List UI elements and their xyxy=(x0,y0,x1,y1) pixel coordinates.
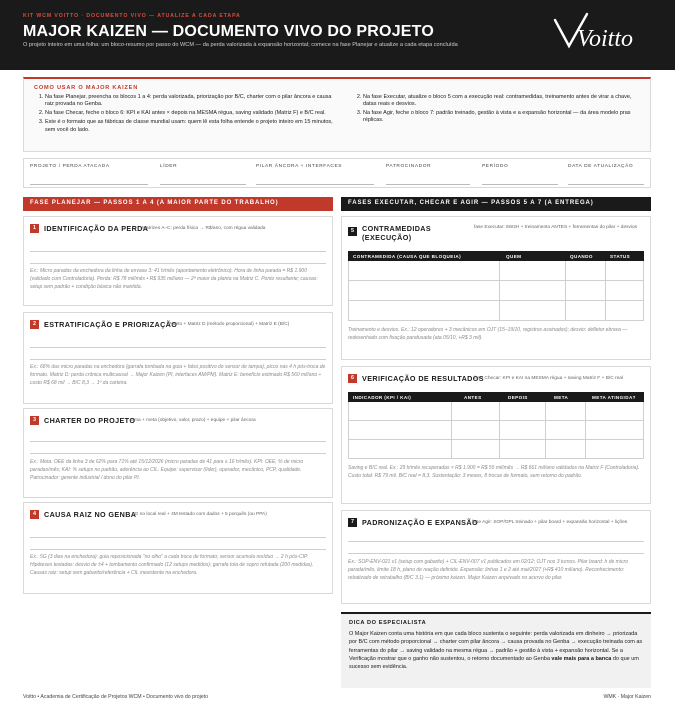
col-header: STATUS xyxy=(610,253,631,259)
write-line[interactable] xyxy=(30,359,326,360)
how-to-step-3: 2. Na fase Checar, feche o bloco 6: KPI e KAI antes × depois na MESMA régua, saving validado (Matriz F) e B/C real. xyxy=(45,110,334,117)
block-example: Ex.: Meta: OEE da linha 3 de 62% para 71% até 15/12/2026 (micro paradas de 41 para ≤ 16 h/mês). KPI: OEE, % de micro paradas/mês; KAI: % setups no padrão, aderência ao CIL. Equipe: supervisor (líder), operador, mecânico, PCP, qualidade. Patrocinador: gerente industrial / dono do pilar PI. xyxy=(30,459,304,481)
meta-field-project[interactable] xyxy=(30,184,148,185)
block-title: CONTRAMEDIDAS (EXECUÇÃO) xyxy=(362,224,432,243)
col-header: META ATINGIDA? xyxy=(592,394,636,400)
meta-label-project: PROJETO / PERDA ATACADA xyxy=(30,164,110,169)
footer-left: Voitto • Academia de Certificação de Projetos WCM • Documento vivo do projeto xyxy=(23,694,208,700)
page-subtitle: O projeto inteiro em uma folha: um bloco-resumo por passo do WCM — da perda valorizada à expansão horizontal; comece na fase Planejar e atualize a cada etapa concluída xyxy=(23,42,458,48)
meta-field-leader[interactable] xyxy=(160,184,246,185)
col-header: QUEM xyxy=(506,253,522,259)
block-subtitle: Matrizes A–C: perda física → R$/ano, com régua validada xyxy=(142,226,266,231)
block-title: PADRONIZAÇÃO E EXPANSÃO xyxy=(362,518,478,527)
block-results-verification xyxy=(341,366,651,504)
header-kicker: KIT WCM VOITTO · DOCUMENTO VIVO — ATUALIZE A CADA ETAPA xyxy=(23,13,241,19)
block-number: 6 xyxy=(348,374,357,383)
meta-label-update-date: DATA DE ATUALIZAÇÃO xyxy=(568,164,634,169)
meta-field-period[interactable] xyxy=(482,184,558,185)
block-example: Ex.: 5G (3 dias na enchedora): guia reposicionada "no olho" a cada troca de formato; sensor acumula resíduo → 2 h pós-CIP. Hipóteses testadas: desvio de ±4 + tombamento confirmado (12 setups medidos); garrafa tola de sopro refutada (200 medidas). Causas raiz: setup sem gabarito/referência + CIL inexistente na enchedora. xyxy=(30,554,314,576)
how-to-panel xyxy=(23,77,651,152)
how-to-list-right xyxy=(352,94,642,127)
block-title: CHARTER DO PROJETO xyxy=(44,416,136,425)
block-title: CAUSA RAIZ NO GENBA xyxy=(44,510,137,519)
col-header: META xyxy=(554,394,569,400)
page-title: MAJOR KAIZEN — DOCUMENTO VIVO DO PROJETO xyxy=(23,23,435,40)
expert-tip-title: DICA DO ESPECIALISTA xyxy=(349,620,427,626)
block-title: VERIFICAÇÃO DE RESULTADOS xyxy=(362,374,484,383)
countermeasures-table-body[interactable] xyxy=(348,261,644,321)
phase-plan-bar: FASE PLANEJAR — PASSOS 1 A 4 (A MAIOR PARTE DO TRABALHO) xyxy=(23,197,333,211)
block-subtitle: fase Checar: KPI e KAI na MESMA régua + saving Matriz F + B/C real xyxy=(474,376,624,381)
write-line[interactable] xyxy=(30,347,326,348)
meta-label-leader: LÍDER xyxy=(160,164,178,169)
project-meta-fields xyxy=(23,158,651,188)
block-example: Ex.: SOP-ENV-021 v1 (setup com gabarito) + CIL-ENV-007 v1 publicados em 02/12; OJT nos 3 turnos. Pilar board: h de micro parada/mês, limite 18 h, plano de reação definido. Expansão: linhas 1 e 2 até mai/2027 (+R$ 410 mil/ano). Reconhecimento: rebatizado de retrabalho (B/C 3,1) — próximo kaizen. Major Kaizen arquivado no acervo do pilar. xyxy=(348,559,628,581)
countermeasures-table-header xyxy=(348,251,644,261)
block-number: 3 xyxy=(30,416,39,425)
header xyxy=(0,0,675,70)
block-title: IDENTIFICAÇÃO DA PERDA xyxy=(44,224,149,233)
col-header: DEPOIS xyxy=(508,394,528,400)
meta-field-update-date[interactable] xyxy=(568,184,644,185)
write-line[interactable] xyxy=(30,453,326,454)
write-line[interactable] xyxy=(348,553,644,554)
meta-label-pillar: PILAR ÂNCORA + INTERFACES xyxy=(256,164,343,169)
how-to-step-2: 2. Na fase Executar, atualize o bloco 5 com a execução real: contramedidas, treinamento antes de virar a chave, datas reais e desvios. xyxy=(363,94,642,108)
meta-field-pillar[interactable] xyxy=(256,184,374,185)
block-example: Ex.: Micro paradas da enchedora da linha de envase 3: 41 h/mês (apontamento eletrônico). Hora de linha parada = R$ 1.900 (validado com Controladoria). Perda: R$ 78 mil/mês • R$ 935 mil/ano — 2ª maior da planta na Matriz C. Ponto resultante; causas: setup sem padrão + condição básica não mantida. xyxy=(30,268,318,290)
meta-field-sponsor[interactable] xyxy=(386,184,470,185)
block-example: Treinamento e desvios. Ex.: 12 operadores + 3 mecânicos em OJT (15–19/10, registros assinados); desvio: defletor ebrava — redesenhado com fixação parafusada (ata 05/10, +R$ 3 mil). xyxy=(348,327,628,341)
write-line[interactable] xyxy=(30,251,326,252)
results-table-body[interactable] xyxy=(348,402,644,459)
expert-tip xyxy=(341,612,651,688)
block-subtitle: fase Executar: 5W2H + treinamento ANTES + ferramentas do pilar + desvios xyxy=(474,225,638,230)
block-subtitle: tema + meta (objetivo, valor, prazo) + equipe + pilar âncora xyxy=(130,418,256,423)
block-number: 5 xyxy=(348,227,357,236)
phase-execute-bar: FASES EXECUTAR, CHECAR E AGIR — PASSOS 5 A 7 (A ENTREGA) xyxy=(341,197,651,211)
block-subtitle: fase Agir: SOP/OPL treinado + pilar board + expansão horizontal + lições xyxy=(472,520,628,525)
how-to-step-4: 3. Na fase Agir, feche o bloco 7: padrão treinado, gestão à vista e a expansão horizontal — da área modelo pras réplicas. xyxy=(363,110,642,124)
write-line[interactable] xyxy=(348,541,644,542)
results-table-header xyxy=(348,392,644,402)
block-root-cause xyxy=(23,502,333,594)
write-line[interactable] xyxy=(30,549,326,550)
block-number: 4 xyxy=(30,510,39,519)
expert-tip-text: O Major Kaizen conta uma história em que cada bloco sustenta o seguinte: perda valorizada em dinheiro → priorizada por B/C com método proporcional → charter com pilar âncora → causa provada no Genba → execução treinada com as ferramentas do pilar → saving validado na mesma régua → padrão + gestão à vista + expansão horizontal. Se a Verificação mostrar que o ganho não sustentou, o retorno documentado ao Genba vale mais para a banca do que um sucesso sem evidência. xyxy=(349,631,643,670)
how-to-step-1: 1. Na fase Planejar, preencha os blocos 1 a 4: perda valorizada, priorização por B/C, charter com o pilar âncora e causa raiz provada no Genba. xyxy=(45,94,334,108)
voitto-logo xyxy=(549,12,649,57)
logo-text: Voitto xyxy=(577,26,634,52)
block-countermeasures xyxy=(341,216,651,360)
block-loss-identification xyxy=(23,216,333,306)
block-title: ESTRATIFICAÇÃO E PRIORIZAÇÃO xyxy=(44,320,178,329)
col-header: CONTRAMEDIDA (CAUSA QUE BLOQUEIA) xyxy=(353,253,462,259)
write-line[interactable] xyxy=(30,537,326,538)
block-example: Ex.: 68% das micro paradas na enchedora (garrafa tombada na guia + falso positivo do sensor de tampa), picos nas 4 h pós-troca de formato. Matriz D: perda crônica multicausal → Major Kaizen (PI, interfaces AM/PM). Matriz E: benefício estimado R$ 560 mil/ano ÷ custo R$ 68 mil → B/C 8,3 → 1º da carteira. xyxy=(30,364,326,386)
block-standardization xyxy=(341,510,651,604)
block-subtitle: 5G no local real + 4M testado com dados + 5 porquês (ou PPA) xyxy=(132,512,267,517)
how-to-title: COMO USAR O MAJOR KAIZEN xyxy=(34,85,139,91)
block-subtitle: Pareto + Matriz D (método proporcional) + Matriz E (B/C) xyxy=(168,322,290,327)
how-to-list-left xyxy=(34,94,334,136)
how-to-step-5: 3. Este é o formato que as fábricas de classe mundial usam: quem lê esta folha entende o projeto inteiro em 15 minutos, sem você do lado. xyxy=(45,119,334,133)
meta-label-period: PERÍODO xyxy=(482,164,509,169)
write-line[interactable] xyxy=(30,263,326,264)
block-number: 2 xyxy=(30,320,39,329)
block-stratification xyxy=(23,312,333,404)
block-project-charter xyxy=(23,408,333,498)
footer-right: WMK · Major Kaizen xyxy=(603,694,651,700)
col-header: QUANDO xyxy=(570,253,593,259)
col-header: INDICADOR (KPI / KAI) xyxy=(353,394,412,400)
col-header: ANTES xyxy=(464,394,482,400)
meta-label-sponsor: PATROCINADOR xyxy=(386,164,432,169)
write-line[interactable] xyxy=(30,441,326,442)
block-number: 1 xyxy=(30,224,39,233)
block-number: 7 xyxy=(348,518,357,527)
block-example: Saving e B/C real. Ex.: 29 h/mês recuperadas × R$ 1.900 = R$ 55 mil/mês → R$ 661 mil/ano validados na Matriz F (Controladoria). Custo total: R$ 79 mil. B/C real = 8,3. Sustentação: 3 meses, 8 trocas de formato, sem retorno do padrão. xyxy=(348,465,640,479)
